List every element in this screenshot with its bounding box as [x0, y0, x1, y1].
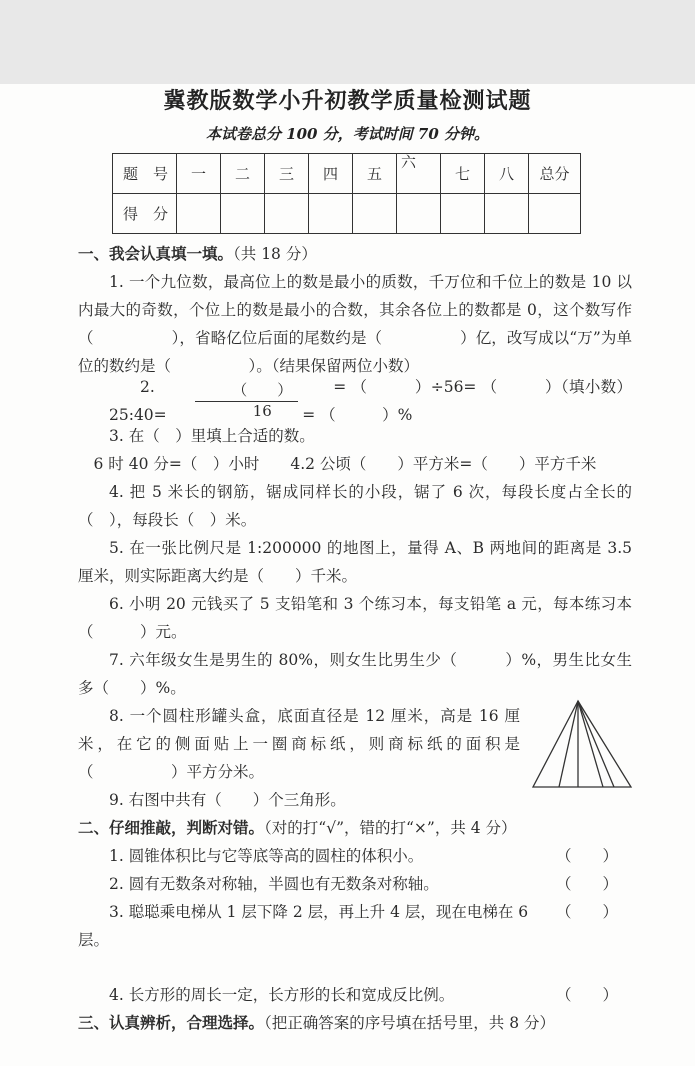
judge-item-3	[78, 898, 632, 954]
question-3-subline: 6 时 40 分=（ ）小时 4.2 公顷（ ）平方米=（ ）平方千米	[93, 455, 597, 473]
score-table	[112, 153, 581, 234]
page-title: 冀教版数学小升初教学质量检测试题	[163, 88, 532, 114]
section-1-heading	[78, 240, 632, 268]
exam-body	[78, 240, 632, 1037]
question-9: 9. 右图中共有（ ）个三角形。	[109, 791, 346, 809]
score-table-score-row	[113, 194, 581, 234]
score-table-col-6: 六	[397, 154, 441, 194]
question-8: 8. 一个圆柱形罐头盒，底面直径是 12 厘米，高是 16 厘米，在它的侧面贴上一圈商标纸，则商标纸的面积是（ ）平方分米。	[78, 707, 520, 781]
question-2-prefix: 2. 25:40=	[109, 378, 167, 424]
section-3-heading-note: （把正确答案的序号填在括号里，共 8 分）	[264, 1014, 555, 1032]
question-4: 4. 把 5 米长的钢筋，锯成同样长的小段，锯了 6 次，每段长度占全长的（ ），每段长（ ）米。	[78, 483, 632, 529]
question-number-label: 题 号	[113, 154, 177, 194]
answer-bracket: （ ）	[555, 875, 618, 893]
score-table-col-3: 三	[265, 154, 309, 194]
section-2-heading-bold: 二、仔细推敲，判断对错。	[78, 819, 265, 837]
answer-bracket: （ ）	[555, 903, 618, 921]
question-5: 5. 在一张比例尺是 1:200000 的地图上，量得 A、B 两地间的距离是 3.5 厘米，则实际距离大约是（ ）千米。	[78, 539, 632, 585]
judge-item-text: 1. 圆锥体积比与它等底等高的圆柱的体积小。	[109, 847, 424, 865]
score-label: 得 分	[113, 194, 177, 234]
section-3-heading	[78, 1009, 632, 1037]
judge-item-text: 2. 圆有无数条对称轴，半圆也有无数条对称轴。	[109, 875, 439, 893]
score-cell	[309, 194, 353, 234]
score-cell	[265, 194, 309, 234]
fraction	[195, 382, 298, 420]
judge-item-text: 4. 长方形的周长一定，长方形的长和宽成反比例。	[109, 986, 455, 1004]
judge-item-text: 3. 聪聪乘电梯从 1 层下降 2 层，再上升 4 层，现在电梯在 6 层。	[78, 903, 529, 949]
judge-item-4	[78, 981, 632, 1009]
score-table-col-total: 总分	[529, 154, 581, 194]
score-cell	[529, 194, 581, 234]
score-table-col-2: 二	[221, 154, 265, 194]
question-7: 7. 六年级女生是男生的 80%，则女生比男生少（ ）%，男生比女生多（ ）%。	[78, 651, 632, 697]
score-cell	[221, 194, 265, 234]
triangle-cevian-1	[559, 701, 578, 787]
section-1-heading-note: （共 18 分）	[233, 245, 317, 263]
answer-bracket: （ ）	[555, 847, 618, 865]
score-table-col-4: 四	[309, 154, 353, 194]
triangle-fan-figure	[532, 698, 632, 790]
exam-paper-page	[0, 84, 695, 1066]
score-table-header-row	[113, 154, 581, 194]
fraction-numerator-blank: （ ）	[195, 382, 298, 401]
score-table-col-5: 五	[353, 154, 397, 194]
score-cell	[397, 194, 441, 234]
question-6: 6. 小明 20 元钱买了 5 支铅笔和 3 个练习本，每支铅笔 a 元，每本练习本（ ）元。	[78, 595, 632, 641]
score-cell	[177, 194, 221, 234]
section-2-heading-note: （对的打“√”，错的打“×”，共 4 分）	[264, 819, 517, 837]
question-2-suffix: = （ ）÷56= （ ）（填小数）= （ ）%	[302, 378, 632, 424]
question-1: 1. 一个九位数，最高位上的数是最小的质数，千万位和千位上的数是 10 以内最大的奇数，个位上的数是最小的合数，其余各位上的数都是 0，这个数写作（ ），省略亿位后面的尾数约是（ ）亿，改写成以“万”为单位的数约是（ ）。（结果保留两位小数）	[78, 273, 632, 375]
triangle-cevian-4	[578, 701, 614, 787]
fraction-denominator: 16	[252, 401, 272, 420]
question-3: 3. 在（ ）里填上合适的数。	[109, 427, 315, 445]
answer-bracket: （ ）	[555, 986, 618, 1004]
exam-info-line: 本试卷总分 100 分，考试时间 70 分钟。	[205, 125, 490, 143]
triangle-cevian-3	[578, 701, 603, 787]
judge-item-2	[78, 870, 632, 898]
score-table-col-7: 七	[441, 154, 485, 194]
judge-item-1	[78, 842, 632, 870]
score-cell	[353, 194, 397, 234]
section-1-heading-bold: 一、我会认真填一填。	[78, 245, 234, 263]
section-2-heading	[78, 814, 632, 842]
score-table-col-8: 八	[485, 154, 529, 194]
score-cell	[441, 194, 485, 234]
score-cell	[485, 194, 529, 234]
score-table-col-1: 一	[177, 154, 221, 194]
section-3-heading-bold: 三、认真辨析，合理选择。	[78, 1014, 265, 1032]
question-2	[78, 380, 632, 422]
